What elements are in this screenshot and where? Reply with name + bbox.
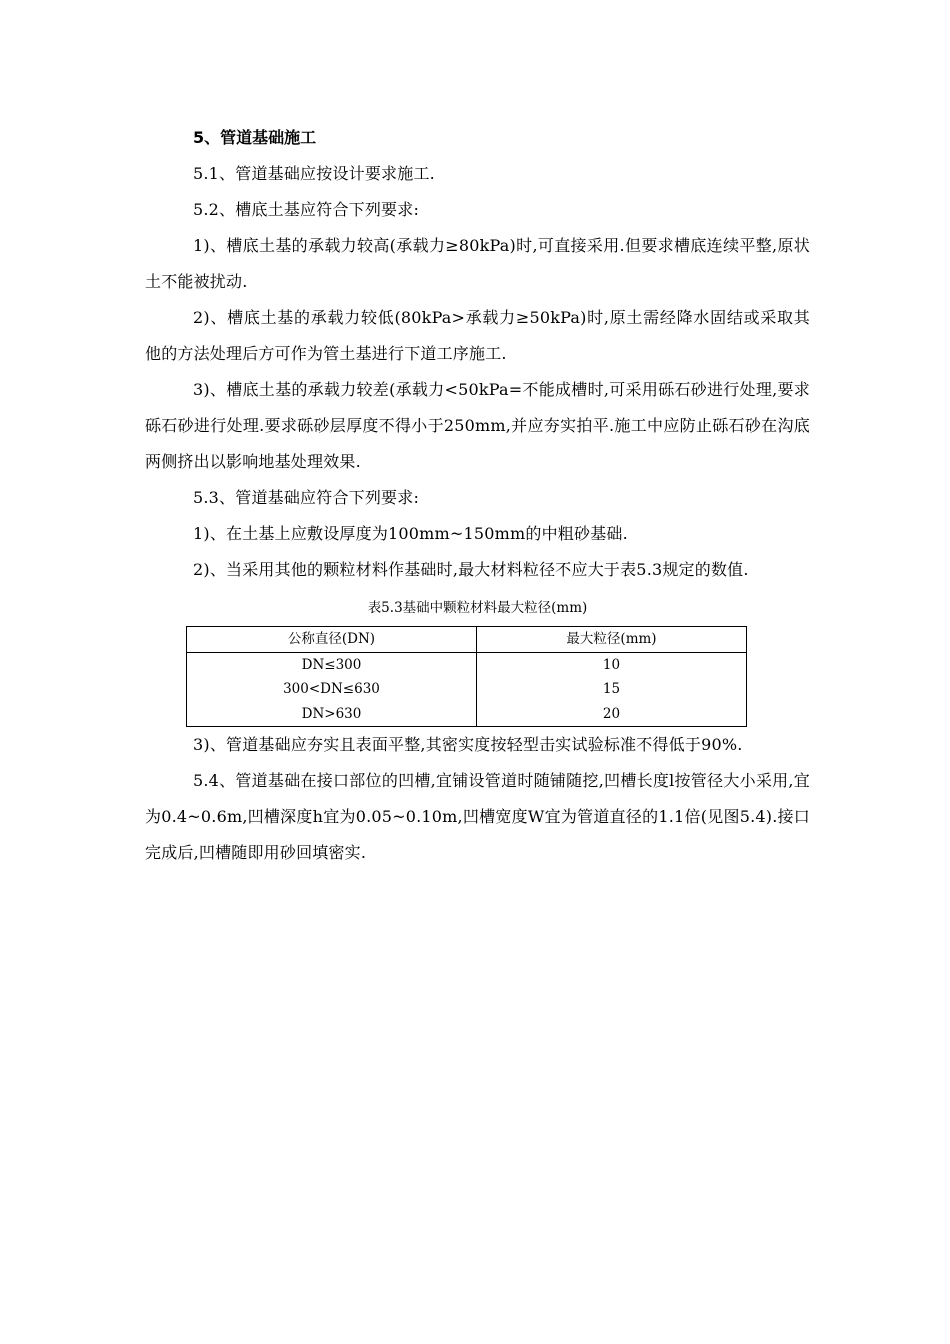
paragraph-5-3: 5.3、管道基础应符合下列要求: [193, 488, 420, 507]
table-header-max-particle-size: 最大粒径(mm) [477, 627, 747, 653]
table-cell-size: 15 [477, 677, 747, 702]
table-header-row [187, 627, 747, 653]
table-caption: 表5.3基础中颗粒材料最大粒径(mm) [367, 600, 588, 616]
table-cell-diameter: DN>630 [187, 702, 477, 727]
table-cell-size: 10 [477, 652, 747, 677]
table-row [187, 677, 747, 702]
particle-size-table [186, 626, 747, 727]
paragraph-5-1: 5.1、管道基础应按设计要求施工. [193, 164, 435, 183]
paragraph-5-3-item-3: 3)、管道基础应夯实且表面平整,其密实度按轻型击实试验标准不得低于90%. [193, 735, 743, 754]
table-header-nominal-diameter: 公称直径(DN) [187, 627, 477, 653]
paragraph-5-3-item-2: 2)、当采用其他的颗粒材料作基础时,最大材料粒径不应大于表5.3规定的数值. [193, 560, 749, 579]
paragraph-5-2-item-1: 1)、槽底土基的承载力较高(承载力≥80kPa)时,可直接采用.但要求槽底连续平整,原状土不能被扰动. [145, 236, 810, 291]
paragraph-5-4: 5.4、管道基础在接口部位的凹槽,宜铺设管道时随铺随挖,凹槽长度l按管径大小采用,宜为0.4~0.6m,凹槽深度h宜为0.05~0.10m,凹槽宽度W宜为管道直径的1.1倍(见图5.4).接口完成后,凹槽随即用砂回填密实. [145, 771, 810, 862]
table-cell-diameter: 300<DN≤630 [187, 677, 477, 702]
paragraph-5-3-item-1: 1)、在土基上应敷设厚度为100mm~150mm的中粗砂基础. [193, 524, 628, 543]
paragraph-5-2-item-3: 3)、槽底土基的承载力较差(承载力<50kPa=不能成槽时,可采用砾石砂进行处理,要求砾石砂进行处理.要求砾砂层厚度不得小于250mm,并应夯实拍平.施工中应防止砾石砂在沟底两侧挤出以影响地基处理效果. [145, 380, 810, 471]
table-row [187, 652, 747, 677]
table-cell-diameter: DN≤300 [187, 652, 477, 677]
paragraph-5-2: 5.2、槽底土基应符合下列要求: [193, 200, 420, 219]
paragraph-5-2-item-2: 2)、槽底土基的承载力较低(80kPa>承载力≥50kPa)时,原土需经降水固结或采取其他的方法处理后方可作为管土基进行下道工序施工. [145, 308, 810, 363]
document-page [145, 120, 810, 871]
table-cell-size: 20 [477, 702, 747, 727]
table-row [187, 702, 747, 727]
section-heading: 5、管道基础施工 [193, 128, 317, 147]
